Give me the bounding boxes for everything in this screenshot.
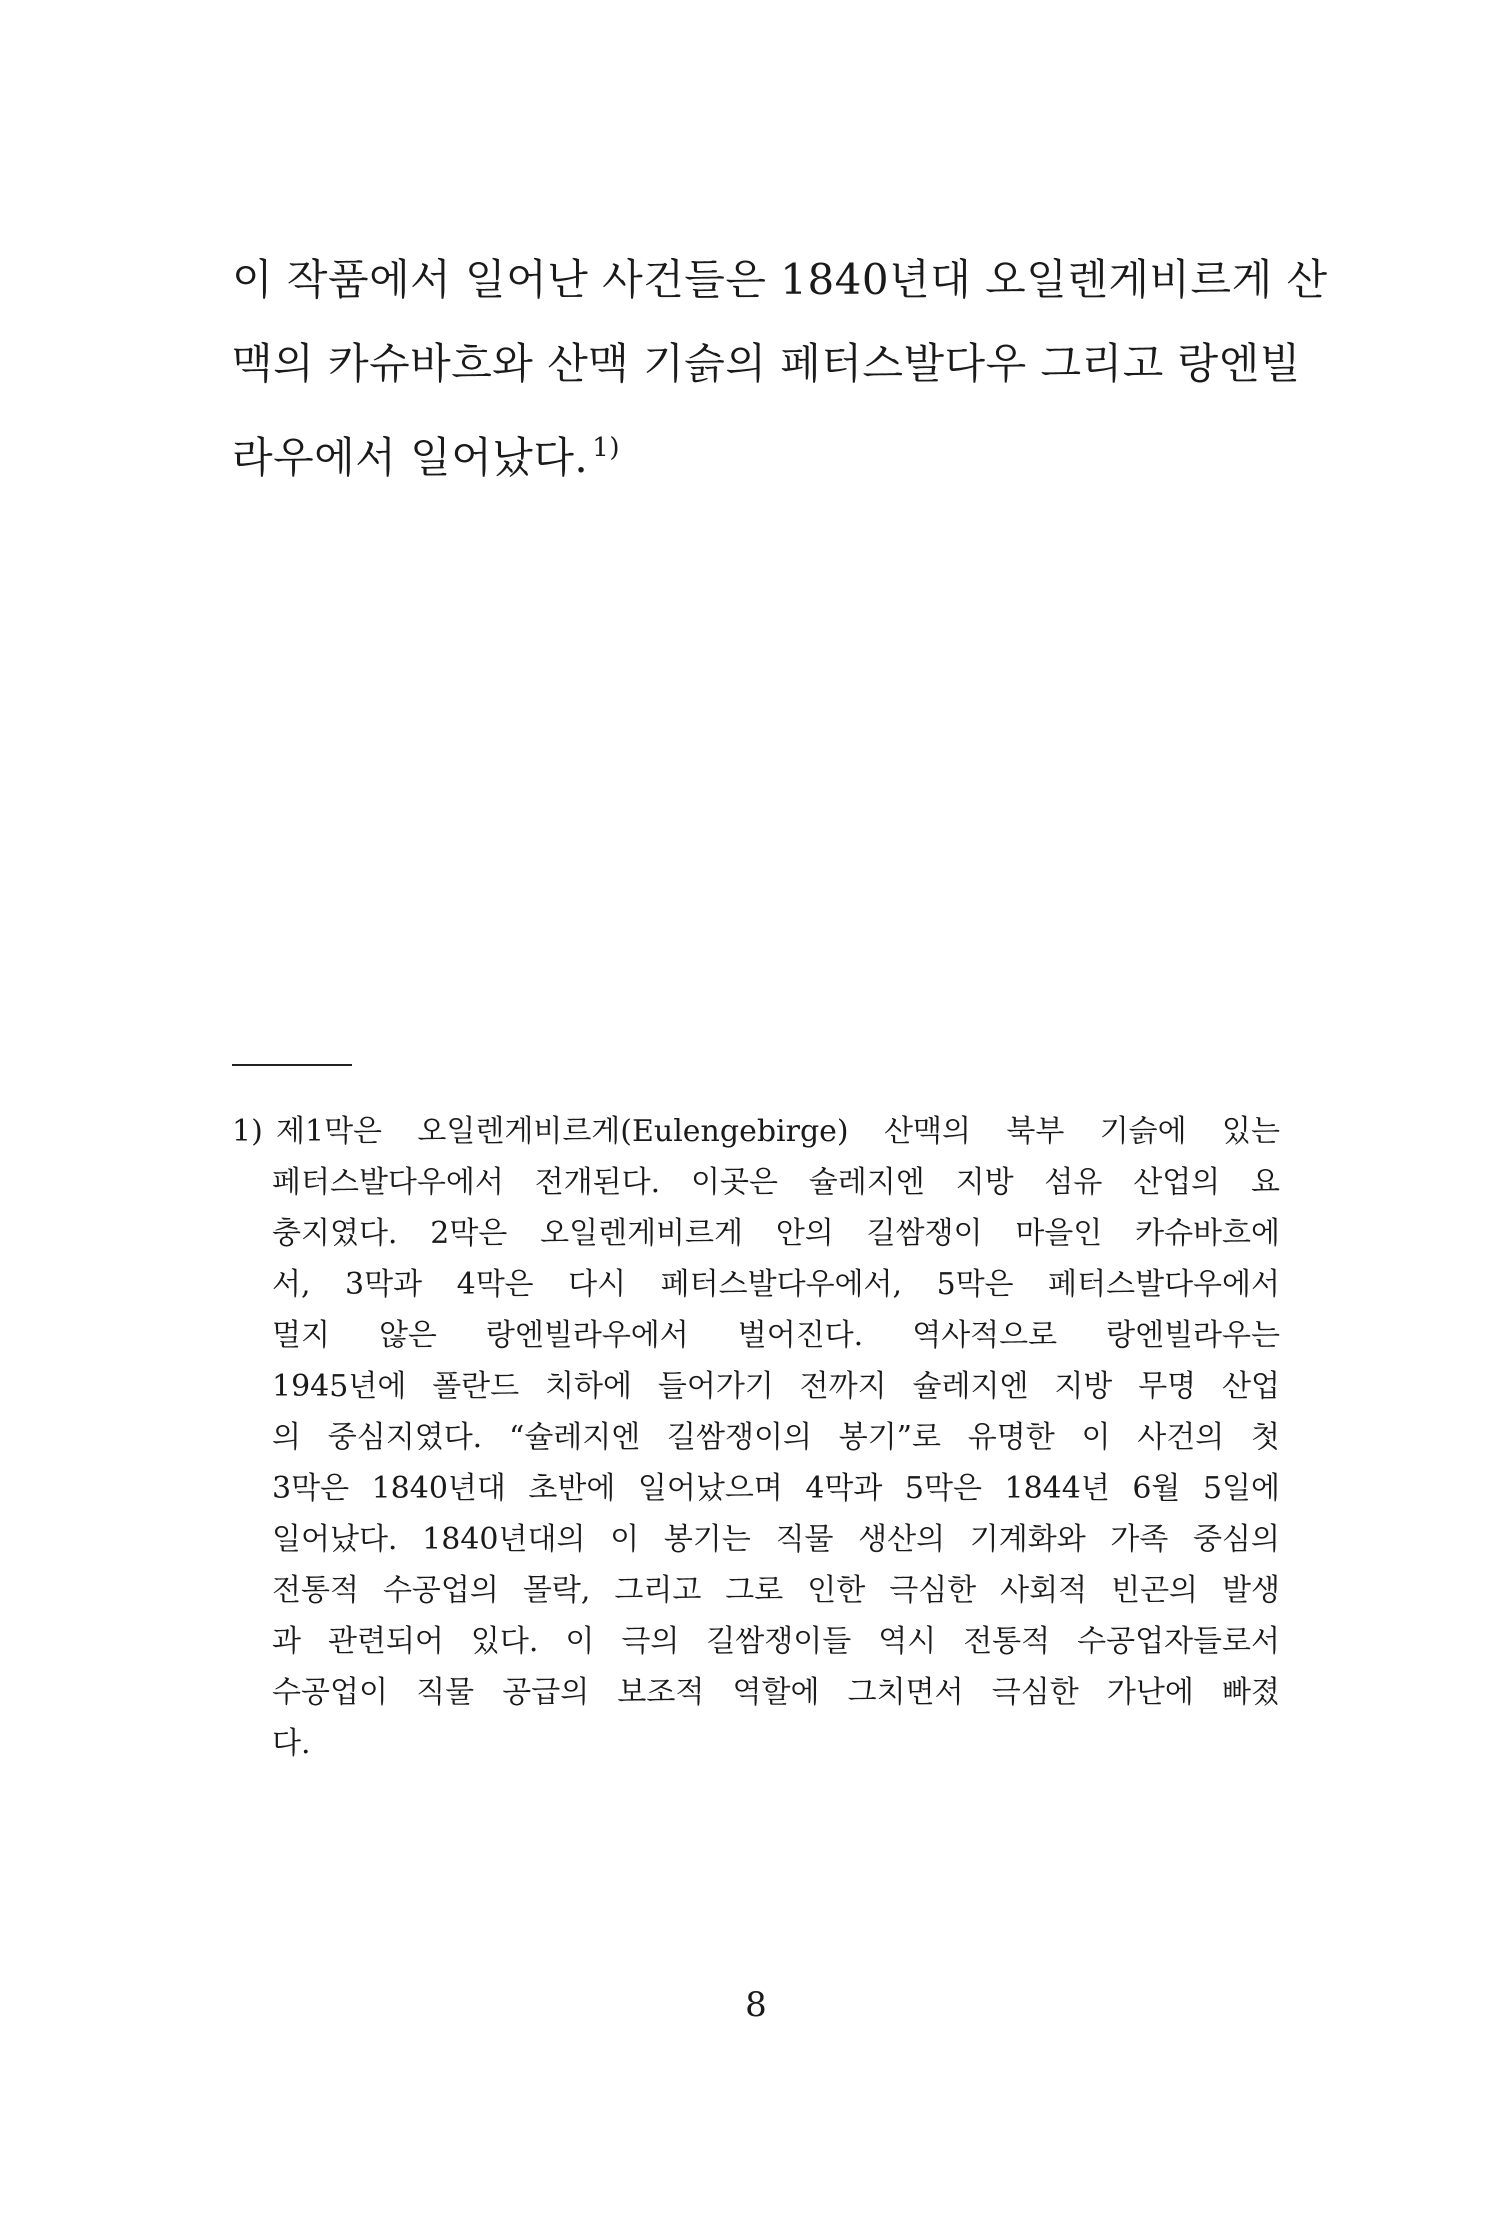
footnote-line: 제1막은 오일렌게비르게(Eulengebirge) 산맥의 북부 기슭에 있는 bbox=[276, 1114, 1280, 1149]
footnote-line: 3막은 1840년대 초반에 일어났으며 4막과 5막은 1844년 6월 5일에 bbox=[272, 1471, 1280, 1506]
body-line: 맥의 카슈바흐와 산맥 기슭의 페터스발다우 그리고 랑엔빌 bbox=[232, 339, 1301, 388]
footnote-line: 과 관련되어 있다. 이 극의 길쌈쟁이들 역시 전통적 수공업자들로서 bbox=[272, 1624, 1280, 1659]
footnote-line: 페터스발다우에서 전개된다. 이곳은 슐레지엔 지방 섬유 산업의 요 bbox=[272, 1165, 1280, 1200]
body-line: 이 작품에서 일어난 사건들은 1840년대 오일렌게비르게 산 bbox=[232, 255, 1328, 304]
footnote-line: 수공업이 직물 공급의 보조적 역할에 그치면서 극심한 가난에 빠졌 bbox=[272, 1675, 1280, 1710]
footnote bbox=[232, 1106, 1280, 1769]
page-number: 8 bbox=[745, 1985, 767, 2025]
footnote-line: 1945년에 폴란드 치하에 들어가기 전까지 슐레지엔 지방 무명 산업 bbox=[272, 1369, 1280, 1404]
footnote-separator bbox=[232, 1064, 352, 1066]
footnote-number: 1) bbox=[232, 1114, 263, 1149]
footnote-line: 전통적 수공업의 몰락, 그리고 그로 인한 극심한 사회적 빈곤의 발생 bbox=[272, 1573, 1280, 1608]
footnote-text bbox=[272, 1106, 1280, 1769]
footnote-reference[interactable]: 1) bbox=[592, 433, 620, 463]
footnote-line: 서, 3막과 4막은 다시 페터스발다우에서, 5막은 페터스발다우에서 bbox=[272, 1267, 1280, 1302]
footnote-line: 의 중심지였다. “슐레지엔 길쌈쟁이의 봉기”로 유명한 이 사건의 첫 bbox=[272, 1420, 1280, 1455]
footnote-line: 일어났다. 1840년대의 이 봉기는 직물 생산의 기계화와 가족 중심의 bbox=[272, 1522, 1280, 1557]
body-line-text: 라우에서 일어났다. bbox=[232, 433, 589, 482]
body-line-last bbox=[232, 406, 1280, 500]
body-paragraph bbox=[232, 238, 1328, 500]
footnote-line: 다. bbox=[272, 1726, 311, 1761]
footnote-line: 충지였다. 2막은 오일렌게비르게 안의 길쌈쟁이 마을인 카슈바흐에 bbox=[272, 1216, 1280, 1251]
footnote-line: 멀지 않은 랑엔빌라우에서 벌어진다. 역사적으로 랑엔빌라우는 bbox=[272, 1318, 1280, 1353]
